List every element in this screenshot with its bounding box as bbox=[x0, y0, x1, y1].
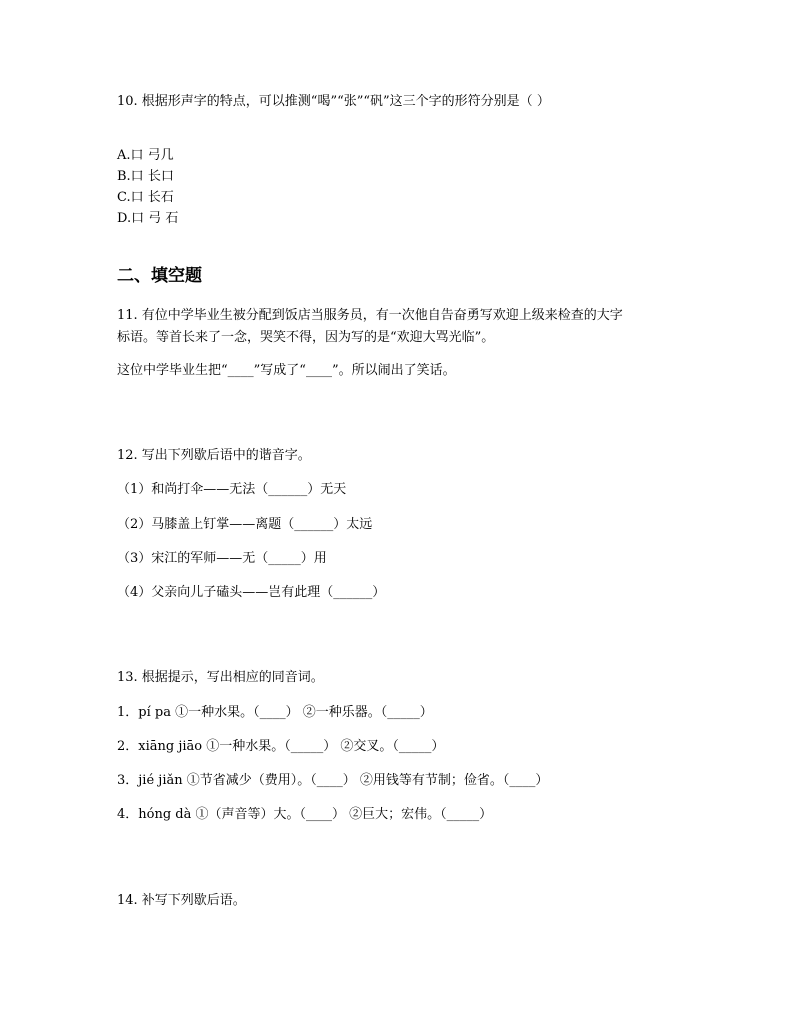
q12-stem: 12. 写出下列歇后语中的谐音字。 bbox=[117, 448, 311, 463]
section-heading-fill-in: 二、填空题 bbox=[117, 266, 202, 286]
q13-item-2: 2．xiāng jiāo ①一种水果。（_____） ②交叉。（_____） bbox=[117, 739, 445, 754]
q12-item-2: （2）马膝盖上钉掌——离题（______）太远 bbox=[117, 517, 373, 532]
q11-line-3: 这位中学毕业生把“____”写成了“____”。所以闹出了笑话。 bbox=[117, 363, 456, 378]
q10-option-a: A.口 弓几 bbox=[117, 148, 174, 163]
q13-stem: 13. 根据提示，写出相应的同音词。 bbox=[117, 670, 324, 685]
q11-line-1: 11. 有位中学毕业生被分配到饭店当服务员，有一次他自告奋勇写欢迎上级来检查的大字 bbox=[117, 308, 623, 323]
q13-item-3: 3．jié jiǎn ①节省减少（费用）。（____） ②用钱等有节制；俭省。（____） bbox=[117, 773, 549, 788]
q11-line-2: 标语。等首长来了一念，哭笑不得，因为写的是“欢迎大骂光临”。 bbox=[117, 330, 495, 345]
q10-option-b: B.口 长口 bbox=[117, 169, 174, 184]
q13-item-4: 4．hóng dà ①（声音等）大。（____） ②巨大；宏伟。（_____） bbox=[117, 807, 493, 822]
q10-option-c: C.口 长石 bbox=[117, 190, 174, 205]
q14-stem: 14. 补写下列歇后语。 bbox=[117, 893, 246, 908]
q13-item-1: 1．pí pa ①一种水果。（____） ②一种乐器。（_____） bbox=[117, 705, 433, 720]
q12-item-1: （1）和尚打伞——无法（______）无天 bbox=[117, 482, 347, 497]
q12-item-4: （4）父亲向儿子磕头——岂有此理（______） bbox=[117, 585, 386, 600]
q12-item-3: （3）宋江的军师——无（_____）用 bbox=[117, 551, 327, 566]
q10-option-d: D.口 弓 石 bbox=[117, 211, 179, 226]
q10-stem: 10. 根据形声字的特点，可以推测“喝”“张”“矾”这三个字的形符分别是（ ） bbox=[117, 94, 550, 109]
